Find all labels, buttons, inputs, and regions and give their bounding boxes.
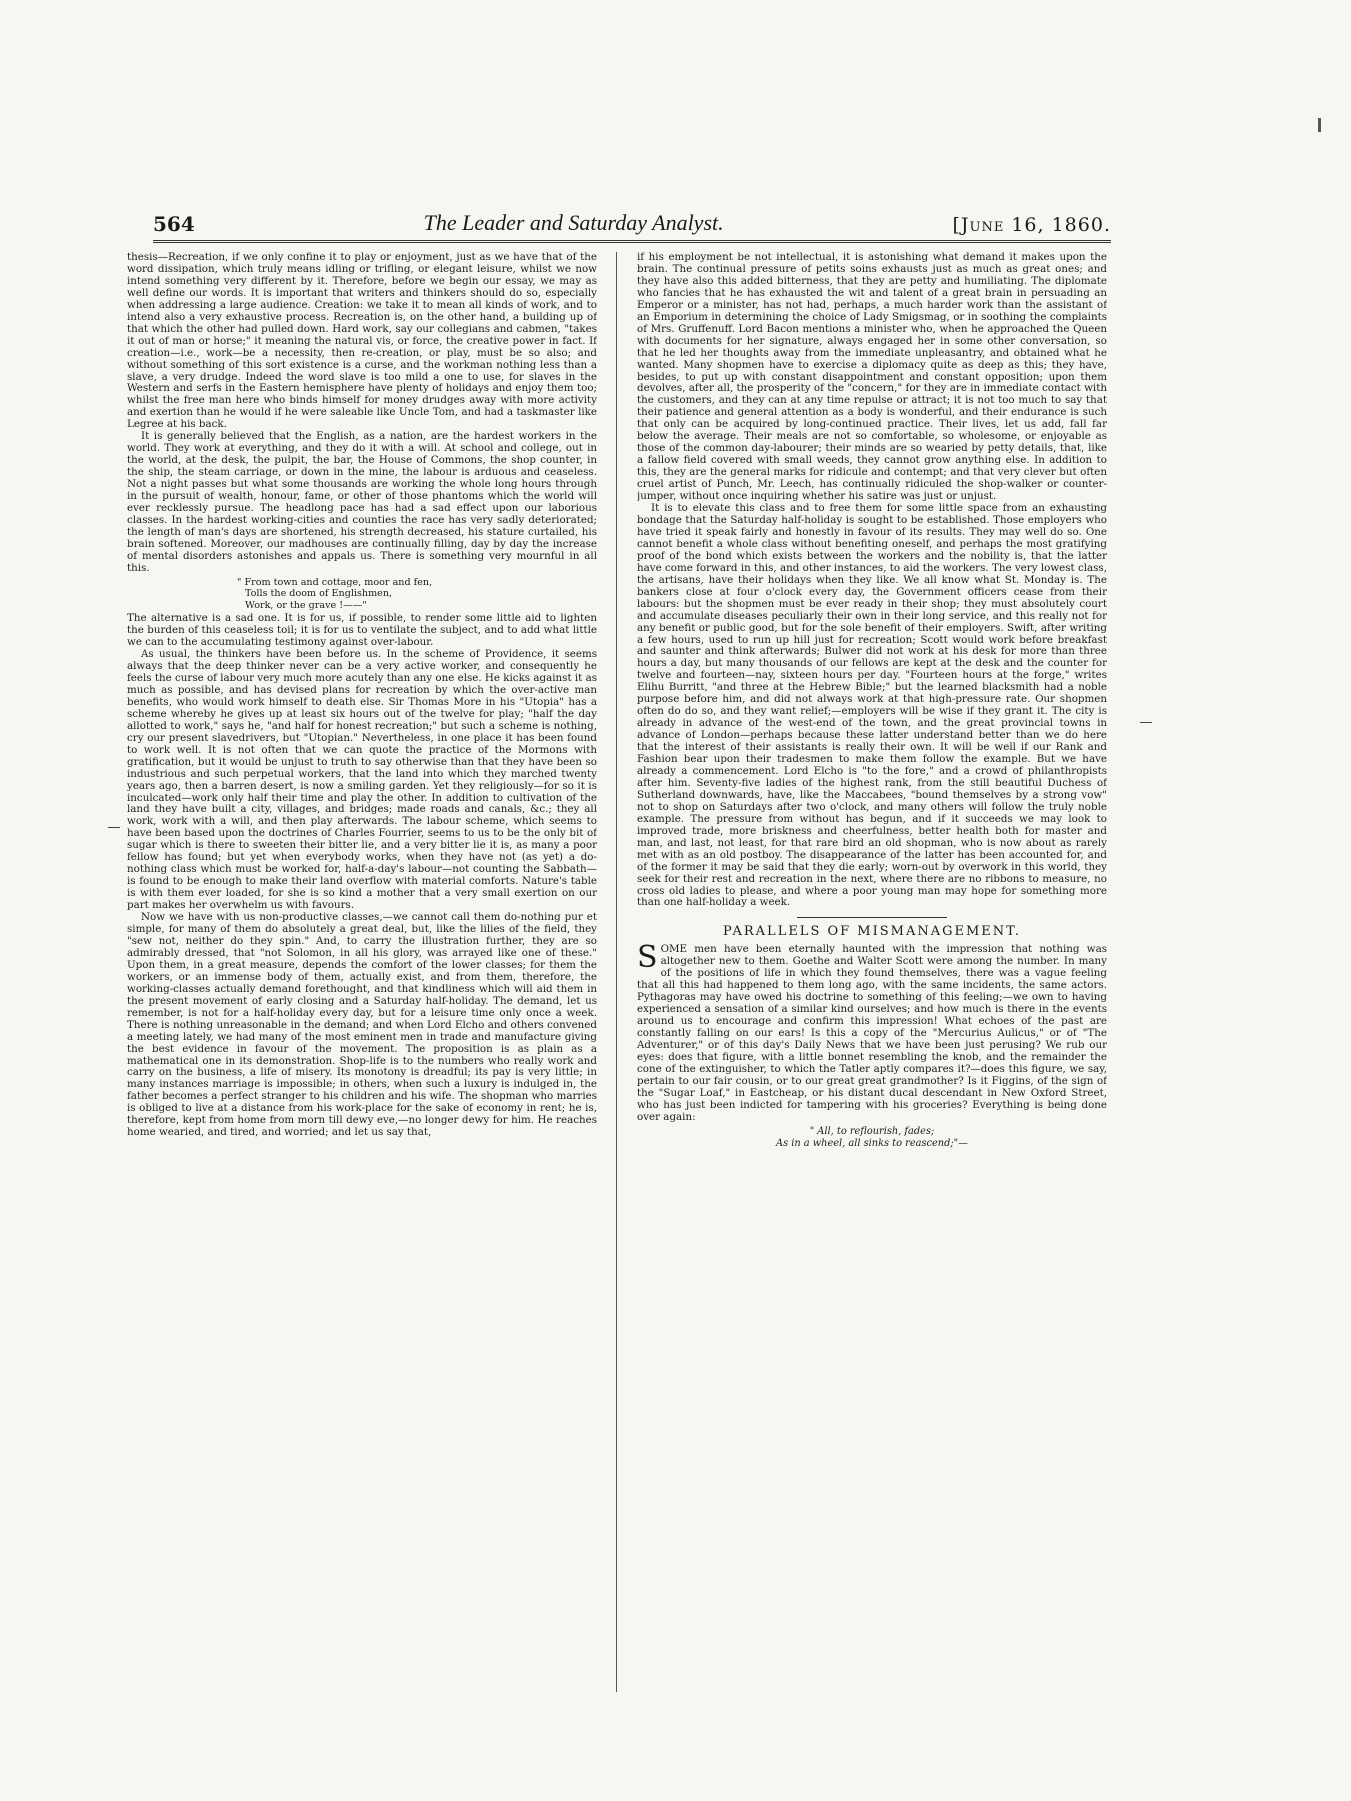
page-header <box>153 196 1111 243</box>
paragraph: thesis—Recreation, if we only confine it to play or enjoyment, just as we have that of the word dissipation, which truly means idling or trifling, or elegant leisure, whilst we now intend something very different by it. Therefore, before we begin our essay, we may as well define our words. It is important that writers and thinkers should do so, especially when addressing a large audience. Creation: we take it to mean all kinds of work, and to intend also a very exhaustive process. Recreation is, on the other hand, a building up of that which the other had pulled down. Hard work, say our collegians and cabmen, "takes it out of man or horse;" it meaning the natural vis, or force, the creative power in fact. If creation—i.e., work—be a necessity, then re-creation, or play, must be so also; and without something of this sort existence is a curse, and the workman nothing less than a slave, a very drudge. Indeed the word slave is too mild a one to use, for slaves in the Western and serfs in the Eastern hemisphere have plenty of holidays and enjoy them too; whilst the free man here who binds himself for money drudges away with more activity and exertion than he would if he were saleable like Uncle Tom, and had a taskmaster like Legree at his back. <box>127 252 597 431</box>
margin-mark <box>1140 722 1152 723</box>
paragraph: As usual, the thinkers have been before us. In the scheme of Providence, it seems always that the deep thinker never can be a very active worker, and consequently he feels the curse of labour very much more acutely than any one else. He kicks against it as much as possible, and has devised plans for recreation by which the over-active man benefits, who would work himself to death else. Sir Thomas More in his "Utopia" has a scheme whereby he gives up at least six hours out of the twelve for play; "half the day allotted to work," says he, "and half for honest recreation;" but such a scheme is nothing, cry our present slavedrivers, but "Utopian." Nevertheless, in one place it has been found to work well. It is not often that we can quote the practice of the Mormons with gratification, but it would be unjust to truth to say otherwise than that they have been so industrious and such perpetual workers, that the land into which they marched twenty years ago, then a barren desert, is now a smiling garden. Yet they religiously—for so it is inculcated—work only half their time and play the other. In addition to cultivation of the land they have built a city, villages, and bridges; made roads and canals, &c.; they all work, work with a will, and then play afterwards. The labour scheme, which seems to have been based upon the doctrines of Charles Fourrier, seems to us to be the only bit of sugar which is there to sweeten their bitter lie, and a very bitter lie it is, as many a poor fellow has found; but yet when everybody works, when they have not (as yet) a do-nothing class which must be worked for, half-a-day's labour—not counting the Sabbath—is found to be enough to make their land overflow with material comforts. Nature's table is with them ever loaded, for she is so kind a mother that a very small exertion on our part makes her overwhelm us with favours. <box>127 648 597 912</box>
verse-line: Tolls the doom of Englishmen, <box>245 588 393 600</box>
paragraph: It is generally believed that the English, as a nation, are the hardest workers in the world. They work at everything, and they do it with a will. At school and college, out in the world, at the desk, the pulpit, the bar, the House of Commons, the shop counter, in the ship, the steam carriage, or down in the mine, the labour is arduous and ceaseless. Not a night passes but what some thousands are working the whole long hours through in the pursuit of wealth, honour, fame, or other of those phantoms which the world will ever recklessly pursue. The headlong pace has had a sad effect upon our laborious classes. In the hardest working-cities and counties the race has very sadly deteriorated; the length of man's days are shortened, his strength decreased, his stature curtailed, his brain softened. Moreover, our madhouses are continually filling, day by day the increase of mental disorders astonishes and appals us. There is something very mournful in all this. <box>127 430 597 574</box>
paragraph: The alternative is a sad one. It is for us, if possible, to render some little aid to lighten the burden of this ceaseless toil; it is for us to ventilate the subject, and to add what little we can to the accumulating testimony against over-labour. <box>127 612 597 649</box>
verse-line: " All, to reflourish, fades; <box>809 1125 935 1137</box>
closing-verse <box>637 1126 1107 1150</box>
margin-mark <box>108 827 120 828</box>
verse-line: Work, or the grave !——" <box>245 599 367 611</box>
left-column <box>127 252 597 1682</box>
verse-line: " From town and cottage, moor and fen, <box>237 576 433 588</box>
paragraph: It is to elevate this class and to free them for some little space from an exhausting bondage that the Saturday half-holiday is sought to be established. Those employers who have tried it speak fairly and honestly in favour of its results. They may well do so. One cannot benefit a whole class without benefiting oneself, and perhaps the most gratifying proof of the bond which exists between the workers and the nobility is, that the latter have come forward in this, and other instances, to aid the workers. The very lowest class, the artisans, have their holidays when they like. We all know what St. Monday is. The bankers close at four o'clock every day, the Government officers cease from their labours: but the shopmen must be ever ready in their shop; they must absolutely court and accumulate diseases peculiarly their own in their long service, and this really not for any benefit or public good, but for the sole benefit of their employers. Swift, after writing a few hours, used to run up hill just for recreation; Scott would work before breakfast and saunter and think afterwards; Bulwer did not work at his desk for more than three hours a day, but many thousands of our fellows are kept at the desk and the counter for twelve and fourteen—nay, sixteen hours per day. "Fourteen hours at the forge," writes Elihu Burritt, "and three at the Hebrew Bible;" but the learned blacksmith had a noble purpose before him, and did not always work at that high-pressure rate. Our shopmen often do do so, and they want relief;—employers will be wise if they grant it. The city is already in advance of the west-end of the town, and the great provincial towns in advance of London—perhaps because these latter understand better than we do here that the interest of their assistants is really their own. It will be well if our Rank and Fashion bear upon their tradesmen to make them follow the example. But we have already a commencement. Lord Elcho is "to the fore," and a crowd of philanthropists after him. Seventy-five ladies of the highest rank, from the still beautiful Duchess of Sutherland downwards, have, like the Maccabees, "bound themselves by a strong vow" not to shop on Saturdays after two o'clock, and many others will follow the truly noble example. The pressure from without has begun, and if it succeeds we may look to improved trade, more briskness and cheerfulness, better health both for master and man, and last, not least, for that rare bird an old shopman, who is now about as rarely met with as an old postboy. The disappearance of the latter has been accounted for, and of the former it may be said that they die early; worn-out by overwork in this world, they seek for their rest and recreation in the next, where there are no ribbons to measure, no cross old ladies to please, and where a poor young man may hope for something more than one half-holiday a week. <box>637 502 1107 909</box>
verse-line: As in a wheel, all sinks to reascend;"— <box>776 1137 968 1149</box>
section-paragraph <box>637 940 1107 1123</box>
section-heading: PARALLELS OF MISMANAGEMENT. <box>722 924 1022 940</box>
column-divider <box>616 252 617 1692</box>
journal-title: The Leader and Saturday Analyst. <box>423 210 724 235</box>
paragraph: if his employment be not intellectual, it is astonishing what demand it makes upon the brain. The continual pressure of petits soins exhausts just as much as great ones; and they have also this added bitterness, that they are petty and humiliating. The diplomate who fancies that he has exhausted the wit and talent of a great brain in persuading an Emperor or a minister, has not had, perhaps, a much harder work than the assistant of an Emporium in determining the choice of Lady Smigsmag, or in soothing the complaints of Mrs. Gruffenuff. Lord Bacon mentions a minister who, when he approached the Queen with documents for her signature, always engaged her in some other conversation, so that he led her thoughts away from the immediate unpleasantry, and obtained what he wanted. Many shopmen have to exercise a diplomacy quite as deep as this; they have, besides, to put up with constant disappointment and constant opposition; upon them devolves, after all, the prosperity of the "concern," for they are in immediate contact with the customers, and they can at any time repulse or attract; it is not too much to say that their patience and general attention as a body is wonderful, and their endurance is such that only can be acquired by long-continued practice. Their lives, let us add, fall far below the average. Their meals are not so comfortable, so wholesome, or enjoyable as those of the common day-labourer; their minds are so wearied by petty details, that, like a fallow field covered with small weeds, they cannot grow anything else. In addition to this, they are the general marks for ridicule and contempt; and that very clever but often cruel artist of Punch, Mr. Leech, has continually ridiculed the shop-walker or counter-jumper, without once inquiring whether his satire was just or unjust. <box>637 252 1107 503</box>
right-column <box>637 252 1107 1482</box>
section-divider <box>797 917 947 918</box>
verse-quote <box>237 577 597 612</box>
page-number: 564 <box>153 212 195 236</box>
drop-cap: S <box>637 940 658 976</box>
paragraph: Now we have with us non-productive classes,—we cannot call them do-nothing pur et simple, for many of them do absolutely a great deal, but, like the lilies of the field, they "sew not, neither do they spin." And, to carry the illustration further, they are so admirably dressed, that "not Solomon, in all his glory, was arrayed like one of these." Upon them, in a great measure, depends the comfort of the lower classes; for them the workers, or an immense body of them, actually exist, and from them, therefore, the working-classes actually demand forethought, and that kindliness which will aid them in the present movement of early closing and a Saturday half-holiday. The demand, let us remember, is not for a half-holiday every day, but for a leisure time only once a week. There is nothing unreasonable in the demand; and when Lord Elcho and others convened a meeting lately, we had many of the most eminent men in trade and manufacture giving the best evidence in favour of the movement. The proposition is as plain as a mathematical one in its demonstration. Shop-life is to the numbers who really work and carry on the business, a life of misery. Its monotony is dreadful; its pay is very little; in many instances marriage is impossible; in others, when such a luxury is indulged in, the father becomes a perfect stranger to his children and his wife. The shopman who marries is obliged to live at a distance from his work-place for the sake of economy in rent; he is, therefore, kept from home from morn till dewy eve,—no longer dewy for him. He reaches home wearied, and tired, and worried; and let us say that, <box>127 911 597 1139</box>
section-body: OME men have been eternally haunted with the impression that nothing was altogether new to them. Goethe and Walter Scott were among the number. In many of the positions of life in which they found themselves, there was a vague feeling that all this had happened to them long ago, with the same incidents, the same actors. Pythagoras may have owed his doctrine to something of this feeling;—we own to having experienced a sensation of a similar kind ourselves; and how much is there in the events around us to encourage and confirm this impression! What echoes of the past are constantly falling on our ears! Is this a copy of the "Mercurius Aulicus," or of "The Adventurer," or of this day's Daily News that we have been just perusing? We rub our eyes: does that figure, with a little bonnet resembling the knob, and the remainder the cone of the extinguisher, to which the Tatler aptly compares it?—does this figure, we say, pertain to our fair cousin, or to our great great grandmother? Is it Figgins, of the sign of the "Sugar Loaf," in Eastcheap, or his distant ducal descendant in New Oxford Street, who has just been indicted for tampering with his groceries? Everything is being done over again: <box>637 943 1107 1123</box>
margin-mark <box>1318 118 1321 132</box>
issue-date: [June 16, 1860. <box>952 214 1111 236</box>
